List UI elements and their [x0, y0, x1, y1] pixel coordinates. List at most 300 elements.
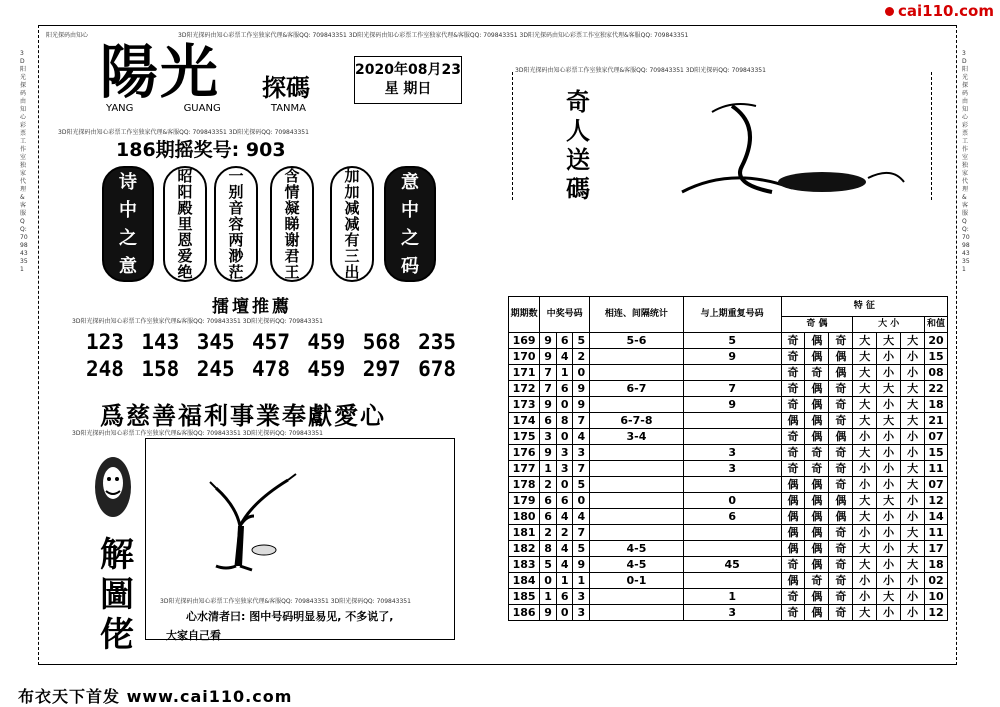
brand-dot-icon [885, 7, 894, 16]
th-number: 中奖号码 [540, 297, 590, 333]
table-cell: 偶 [805, 397, 829, 413]
table-cell: 3 [683, 605, 781, 621]
table-cell: 7 [540, 381, 557, 397]
table-cell [590, 605, 684, 621]
table-cell: 3-4 [590, 429, 684, 445]
table-cell: 6-7-8 [590, 413, 684, 429]
poem-char: 加 [344, 182, 360, 201]
table-cell: 奇 [805, 461, 829, 477]
poem-char: 爱 [177, 246, 193, 265]
poem-char: 别 [228, 182, 244, 201]
table-cell: 奇 [781, 557, 805, 573]
table-cell: 小 [853, 477, 877, 493]
table-cell: 0 [556, 429, 573, 445]
table-cell: 5 [573, 541, 590, 557]
poem-char: 两 [228, 230, 244, 249]
table-cell: 1 [540, 589, 557, 605]
table-cell: 178 [509, 477, 540, 493]
table-cell [683, 429, 781, 445]
poem-char: 绝 [177, 262, 193, 281]
pinyin-yang: YANG [106, 103, 134, 114]
small-ad-strip: 3D阳光探码由知心彩票工作室独家代理&客服QQ: 709843351 3D阳光探码QQ: 709843351 [58, 129, 309, 136]
poem-char: 情 [284, 182, 300, 201]
table-cell: 奇 [805, 573, 829, 589]
table-cell: 奇 [829, 541, 853, 557]
recommend-number: 459 [307, 330, 346, 354]
table-cell: 1 [573, 573, 590, 589]
table-cell: 175 [509, 429, 540, 445]
table-cell: 1 [683, 589, 781, 605]
table-cell: 大 [901, 461, 925, 477]
table-cell: 小 [877, 429, 901, 445]
table-cell: 大 [877, 589, 901, 605]
table-cell: 偶 [781, 525, 805, 541]
table-cell: 奇 [829, 445, 853, 461]
table-cell: 3 [556, 461, 573, 477]
table-cell: 奇 [829, 477, 853, 493]
recommend-number: 678 [418, 357, 456, 381]
table-cell: 3 [573, 445, 590, 461]
poem-col-2 [214, 166, 258, 282]
table-cell: 大 [853, 349, 877, 365]
recommend-title: 擂壇推薦 [212, 297, 292, 317]
table-cell: 偶 [805, 429, 829, 445]
poem-char: 阳 [177, 182, 193, 201]
table-cell: 3 [556, 445, 573, 461]
table-cell: 大 [853, 365, 877, 381]
table-cell: 小 [901, 509, 925, 525]
logo-title: 陽光 [100, 38, 221, 106]
table-cell: 6-7 [590, 381, 684, 397]
poem-col-1 [163, 166, 207, 282]
table-cell: 奇 [781, 333, 805, 349]
table-cell: 08 [925, 365, 948, 381]
table-cell: 小 [901, 605, 925, 621]
footer-source: 布衣天下首发 www.cai110.com [18, 687, 293, 706]
jietu-ad-strip: 3D阳光探码由知心彩票工作室独家代理&客服QQ: 709843351 3D阳光探码QQ: 709843351 [72, 430, 323, 437]
table-cell: 184 [509, 573, 540, 589]
recommend-number: 245 [196, 357, 235, 381]
table-row [509, 541, 948, 557]
table-row [509, 589, 948, 605]
table-row [509, 461, 948, 477]
table-cell: 大 [853, 493, 877, 509]
table-cell: 奇 [781, 349, 805, 365]
table-row [509, 397, 948, 413]
poem-char: 凝 [284, 198, 300, 217]
poem-char: 含 [284, 166, 300, 185]
bottom-border [38, 664, 956, 665]
table-cell: 4 [556, 541, 573, 557]
recommend-number: 248 [86, 357, 124, 381]
poem-char: 君 [284, 246, 300, 265]
table-cell: 4 [556, 349, 573, 365]
table-cell: 大 [877, 333, 901, 349]
table-cell: 11 [925, 461, 948, 477]
table-cell: 4-5 [590, 541, 684, 557]
table-cell: 小 [853, 573, 877, 589]
left-label-char: 诗 [119, 171, 137, 193]
th-repeat: 与上期重复号码 [683, 297, 781, 333]
qiren-char: 奇 [566, 88, 590, 116]
table-cell: 奇 [805, 445, 829, 461]
table-cell [683, 525, 781, 541]
date-box [354, 56, 462, 104]
poem-char: 茫 [228, 262, 244, 281]
left-label-char: 中 [119, 199, 137, 221]
table-cell: 大 [901, 525, 925, 541]
table-body [509, 333, 948, 621]
table-row [509, 525, 948, 541]
table-cell: 18 [925, 557, 948, 573]
table-cell: 5-6 [590, 333, 684, 349]
right-label-char: 中 [401, 199, 419, 221]
qiren-char: 送 [566, 146, 590, 174]
poem-char: 谢 [284, 230, 300, 249]
table-cell: 9 [540, 333, 557, 349]
poem-char: 一 [228, 166, 244, 185]
table-cell [590, 397, 684, 413]
table-cell: 偶 [805, 589, 829, 605]
poem-left-label [102, 166, 154, 282]
table-cell: 21 [925, 413, 948, 429]
poem-char: 睇 [284, 214, 300, 233]
table-cell: 偶 [805, 413, 829, 429]
recommend-row-2 [86, 357, 456, 381]
table-row [509, 509, 948, 525]
table-cell: 奇 [829, 525, 853, 541]
table-cell: 3 [573, 589, 590, 605]
table-cell [590, 477, 684, 493]
table-row [509, 573, 948, 589]
table-cell: 9 [540, 445, 557, 461]
table-cell: 小 [901, 445, 925, 461]
th-streak: 相连、间隔统计 [590, 297, 684, 333]
table-cell: 5 [573, 333, 590, 349]
table-cell: 奇 [781, 365, 805, 381]
poem-char: 王 [284, 262, 300, 281]
logo-subtitle: 探碼 [262, 73, 310, 102]
table-cell: 大 [901, 477, 925, 493]
table-cell [590, 365, 684, 381]
table-cell: 180 [509, 509, 540, 525]
th-issue: 期期数 [509, 297, 540, 333]
poem-char: 昭 [177, 166, 193, 185]
table-cell: 2 [540, 477, 557, 493]
jietu-char: 解 [100, 535, 134, 575]
th-parity: 奇 偶 [781, 317, 853, 333]
qiren-title [563, 88, 593, 204]
table-cell [683, 477, 781, 493]
recommend-number: 459 [307, 357, 346, 381]
recommend-number: 345 [196, 330, 235, 354]
table-cell: 奇 [829, 605, 853, 621]
table-cell: 14 [925, 509, 948, 525]
table-cell: 偶 [829, 509, 853, 525]
table-cell: 小 [901, 589, 925, 605]
table-cell: 4 [573, 429, 590, 445]
right-label-char: 码 [401, 255, 419, 277]
table-row [509, 477, 948, 493]
table-cell: 小 [901, 493, 925, 509]
table-cell: 大 [877, 381, 901, 397]
table-cell: 0 [556, 477, 573, 493]
table-cell: 奇 [781, 445, 805, 461]
table-cell: 小 [877, 525, 901, 541]
table-cell: 3 [573, 605, 590, 621]
table-cell: 奇 [781, 589, 805, 605]
poem-char: 减 [344, 198, 360, 217]
table-cell: 小 [853, 525, 877, 541]
table-cell: 3 [683, 445, 781, 461]
pinyin-tanma: TANMA [270, 103, 306, 114]
table-cell: 偶 [805, 525, 829, 541]
table-cell: 12 [925, 493, 948, 509]
table-cell [683, 413, 781, 429]
table-cell: 2 [573, 349, 590, 365]
table-cell: 20 [925, 333, 948, 349]
table-cell: 偶 [805, 493, 829, 509]
table-cell: 0 [556, 605, 573, 621]
table-cell: 偶 [805, 381, 829, 397]
table-cell: 奇 [829, 461, 853, 477]
table-cell: 5 [683, 333, 781, 349]
poem-char: 三 [344, 246, 360, 265]
table-cell: 偶 [781, 477, 805, 493]
table-cell: 偶 [781, 413, 805, 429]
table-cell: 大 [901, 397, 925, 413]
table-cell: 大 [853, 541, 877, 557]
th-sum: 和值 [925, 317, 948, 333]
recommend-number: 235 [418, 330, 456, 354]
table-cell: 大 [853, 413, 877, 429]
table-cell: 07 [925, 429, 948, 445]
table-row [509, 333, 948, 349]
table-cell: 大 [853, 381, 877, 397]
poem-char: 音 [228, 198, 244, 217]
table-cell: 奇 [781, 605, 805, 621]
table-cell: 9 [573, 381, 590, 397]
table-cell: 181 [509, 525, 540, 541]
weekday-line: 星 期日 [384, 81, 432, 97]
table-cell: 3 [540, 429, 557, 445]
table-row [509, 605, 948, 621]
table-cell: 奇 [781, 461, 805, 477]
table-cell: 小 [901, 365, 925, 381]
table-cell: 45 [683, 557, 781, 573]
table-cell: 6 [556, 381, 573, 397]
table-cell [590, 589, 684, 605]
jietu-char: 圖 [100, 575, 134, 615]
table-cell: 奇 [805, 365, 829, 381]
table-cell [590, 349, 684, 365]
recommend-ad-strip: 3D阳光探码由知心彩票工作室独家代理&客服QQ: 709843351 3D阳光探码QQ: 709843351 [72, 318, 323, 325]
poem-char: 里 [177, 214, 193, 233]
table-cell: 大 [853, 557, 877, 573]
table-cell: 小 [877, 365, 901, 381]
table-cell: 小 [877, 477, 901, 493]
logo-pinyin [106, 103, 306, 114]
left-top-tag: 阳光探码由知心 [46, 32, 89, 39]
table-row [509, 365, 948, 381]
table-cell [590, 461, 684, 477]
table-cell: 奇 [781, 397, 805, 413]
recommend-number: 143 [141, 330, 180, 354]
table-cell: 9 [683, 349, 781, 365]
table-cell [590, 509, 684, 525]
table-cell: 大 [901, 333, 925, 349]
table-cell: 大 [901, 381, 925, 397]
table-cell: 偶 [805, 477, 829, 493]
table-cell: 173 [509, 397, 540, 413]
brand-text: cai110.com [898, 2, 994, 20]
table-cell: 大 [877, 413, 901, 429]
table-cell: 小 [853, 589, 877, 605]
qiren-char: 人 [566, 117, 590, 145]
table-cell: 9 [540, 349, 557, 365]
table-cell: 大 [901, 541, 925, 557]
table-cell: 奇 [829, 397, 853, 413]
table-cell: 偶 [781, 493, 805, 509]
th-size: 大 小 [853, 317, 925, 333]
table-cell: 9 [683, 397, 781, 413]
table-cell: 偶 [805, 541, 829, 557]
table-cell: 176 [509, 445, 540, 461]
table-cell: 172 [509, 381, 540, 397]
table-row [509, 557, 948, 573]
table-cell: 1 [556, 365, 573, 381]
table-cell: 大 [901, 413, 925, 429]
table-cell: 6 [540, 509, 557, 525]
table-cell: 奇 [829, 573, 853, 589]
table-cell: 4-5 [590, 557, 684, 573]
table-cell: 7 [540, 365, 557, 381]
table-cell: 小 [901, 573, 925, 589]
table-cell: 10 [925, 589, 948, 605]
table-cell: 0 [683, 493, 781, 509]
recommend-number: 123 [86, 330, 124, 354]
table-cell: 偶 [781, 573, 805, 589]
history-table [508, 296, 948, 621]
right-label-char: 之 [401, 227, 419, 249]
table-cell: 0 [540, 573, 557, 589]
table-cell: 小 [877, 605, 901, 621]
table-cell [590, 525, 684, 541]
plant-illustration-icon [672, 96, 912, 200]
table-cell: 9 [540, 605, 557, 621]
table-cell: 182 [509, 541, 540, 557]
table-cell: 大 [853, 333, 877, 349]
table-cell: 170 [509, 349, 540, 365]
table-cell [590, 493, 684, 509]
qiren-char: 碼 [566, 175, 590, 203]
table-cell: 0 [573, 365, 590, 381]
table-cell: 02 [925, 573, 948, 589]
table-cell: 小 [877, 445, 901, 461]
table-cell: 177 [509, 461, 540, 477]
table-cell: 偶 [781, 509, 805, 525]
table-cell: 174 [509, 413, 540, 429]
table-cell: 1 [556, 573, 573, 589]
table-row [509, 445, 948, 461]
table-cell: 169 [509, 333, 540, 349]
table-cell: 偶 [829, 349, 853, 365]
table-cell: 3 [683, 461, 781, 477]
poem-char: 有 [344, 230, 360, 249]
table-cell [683, 365, 781, 381]
date-line: 2020年08月23 [355, 62, 461, 78]
issue-winning-number: 186期摇奖号: 903 [116, 139, 286, 161]
recommend-row-1 [86, 330, 456, 354]
table-cell: 小 [877, 397, 901, 413]
table-cell: 5 [573, 477, 590, 493]
table-cell: 22 [925, 381, 948, 397]
poem-char: 殿 [177, 198, 193, 217]
table-cell: 9 [573, 397, 590, 413]
table-cell: 7 [573, 413, 590, 429]
table-cell: 偶 [829, 429, 853, 445]
table-cell: 15 [925, 349, 948, 365]
table-cell: 1 [540, 461, 557, 477]
poem-char: 渺 [228, 246, 244, 265]
table-cell: 偶 [805, 509, 829, 525]
table-cell [683, 573, 781, 589]
table-cell: 7 [573, 461, 590, 477]
table-cell: 偶 [805, 349, 829, 365]
jietu-title [94, 535, 140, 655]
table-cell: 6 [556, 589, 573, 605]
table-cell: 0 [556, 397, 573, 413]
poem-char: 恩 [177, 230, 193, 249]
left-label-char: 之 [119, 227, 137, 249]
table-cell: 偶 [805, 557, 829, 573]
left-label-char: 意 [119, 255, 137, 277]
table-cell: 6 [556, 493, 573, 509]
table-cell: 大 [853, 509, 877, 525]
recommend-number: 158 [141, 357, 180, 381]
table-cell: 18 [925, 397, 948, 413]
pinyin-guang: GUANG [183, 103, 221, 114]
left-border [38, 25, 39, 665]
table-cell: 12 [925, 605, 948, 621]
right-label-char: 意 [401, 171, 419, 193]
table-cell: 15 [925, 445, 948, 461]
table-cell: 奇 [829, 413, 853, 429]
table-cell: 奇 [781, 429, 805, 445]
table-cell: 小 [853, 461, 877, 477]
top-ad-strip: 3D阳光探码由知心彩票工作室独家代理&客服QQ: 709843351 3D阳光探码由知心彩票工作室独家代理&客服QQ: 709843351 3D阳光探码由知心彩票工作室独家代理&客服QQ: 709843351 [178, 32, 689, 39]
jietu-hint-line2: 大家自己看 [166, 629, 221, 642]
table-cell: 07 [925, 477, 948, 493]
table-cell: 奇 [829, 381, 853, 397]
table-cell: 偶 [805, 605, 829, 621]
table-cell: 0-1 [590, 573, 684, 589]
table-cell [683, 541, 781, 557]
table-cell: 小 [877, 557, 901, 573]
table-cell: 小 [901, 349, 925, 365]
table-cell: 小 [853, 429, 877, 445]
portrait-icon [86, 447, 140, 533]
table-cell: 6 [540, 493, 557, 509]
table-cell: 偶 [829, 365, 853, 381]
poem-char: 容 [228, 214, 244, 233]
table-row [509, 413, 948, 429]
table-row [509, 493, 948, 509]
jietu-hint-line1: 心水清者曰: 图中号码明显易见, 不多说了, [186, 610, 394, 623]
table-cell: 6 [556, 333, 573, 349]
poem-char: 加 [344, 166, 360, 185]
table-cell: 8 [556, 413, 573, 429]
